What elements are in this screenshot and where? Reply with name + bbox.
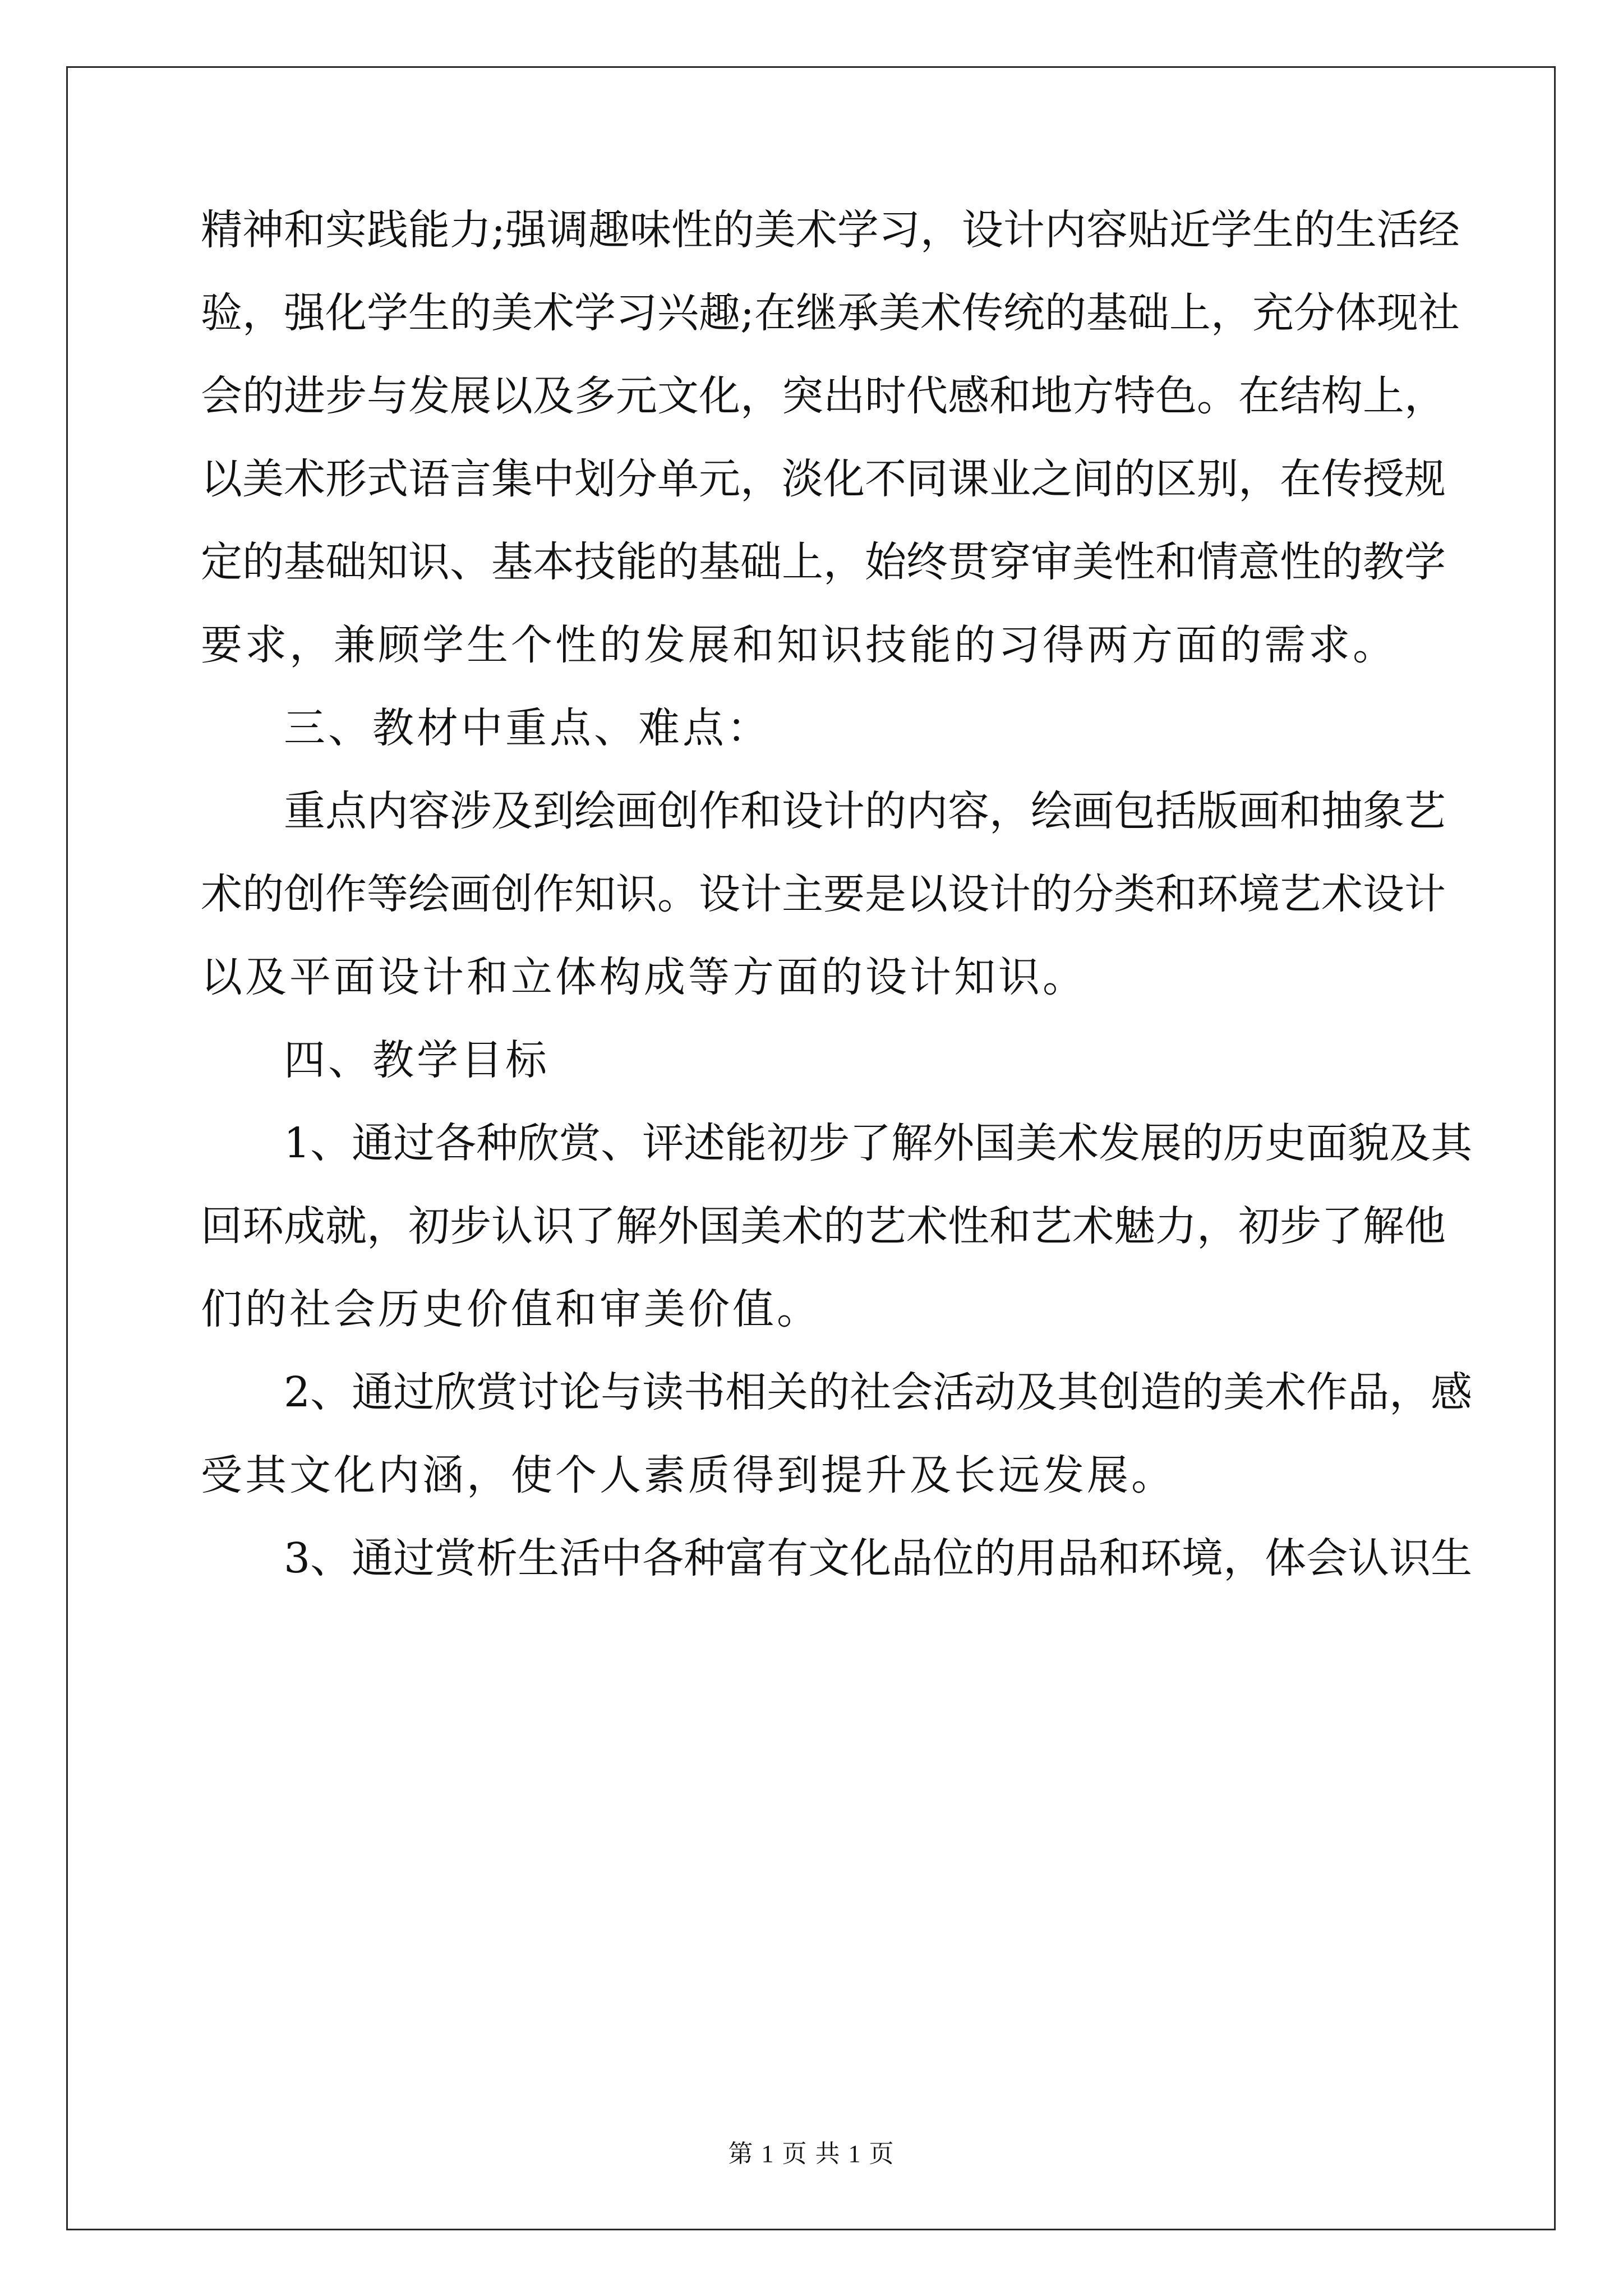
text-line: 2、通过欣赏讨论与读书相关的社会活动及其创造的美术作品，感	[284, 1368, 1473, 1416]
text-line: 术的创作等绘画创作知识。设计主要是以设计的分类和环境艺术设计	[201, 870, 1446, 918]
text-line: 以及平面设计和立体构成等方面的设计知识。	[201, 953, 1087, 1001]
text-line: 1、通过各种欣赏、评述能初步了解外国美术发展的历史面貌及其	[284, 1119, 1473, 1167]
page-footer: 第 1 页 共 1 页	[728, 2140, 895, 2168]
text-line: 定的基础知识、基本技能的基础上，始终贯穿审美性和情意性的教学	[201, 538, 1446, 586]
text-line: 以美术形式语言集中划分单元，淡化不同课业之间的区别，在传授规	[201, 455, 1446, 503]
text-line: 会的进步与发展以及多元文化，突出时代感和地方特色。在结构上，	[201, 372, 1446, 420]
text-line: 重点内容涉及到绘画创作和设计的内容，绘画包括版画和抽象艺	[284, 787, 1446, 835]
text-line: 3、通过赏析生活中各种富有文化品位的用品和环境，体会认识生	[284, 1534, 1473, 1582]
section-heading: 三、教材中重点、难点：	[284, 704, 771, 752]
text-line: 精神和实践能力;强调趣味性的美术学习，设计内容贴近学生的生活经	[201, 206, 1460, 254]
text-line: 要求，兼顾学生个性的发展和知识技能的习得两方面的需求。	[201, 621, 1397, 669]
text-line: 受其文化内涵，使个人素质得到提升及长远发展。	[201, 1451, 1175, 1499]
text-line: 们的社会历史价值和审美价值。	[201, 1285, 821, 1333]
text-line: 回环成就，初步认识了解外国美术的艺术性和艺术魅力，初步了解他	[201, 1202, 1446, 1250]
text-line: 验，强化学生的美术学习兴趣;在继承美术传统的基础上，充分体现社	[201, 289, 1460, 337]
section-heading: 四、教学目标	[284, 1036, 550, 1084]
